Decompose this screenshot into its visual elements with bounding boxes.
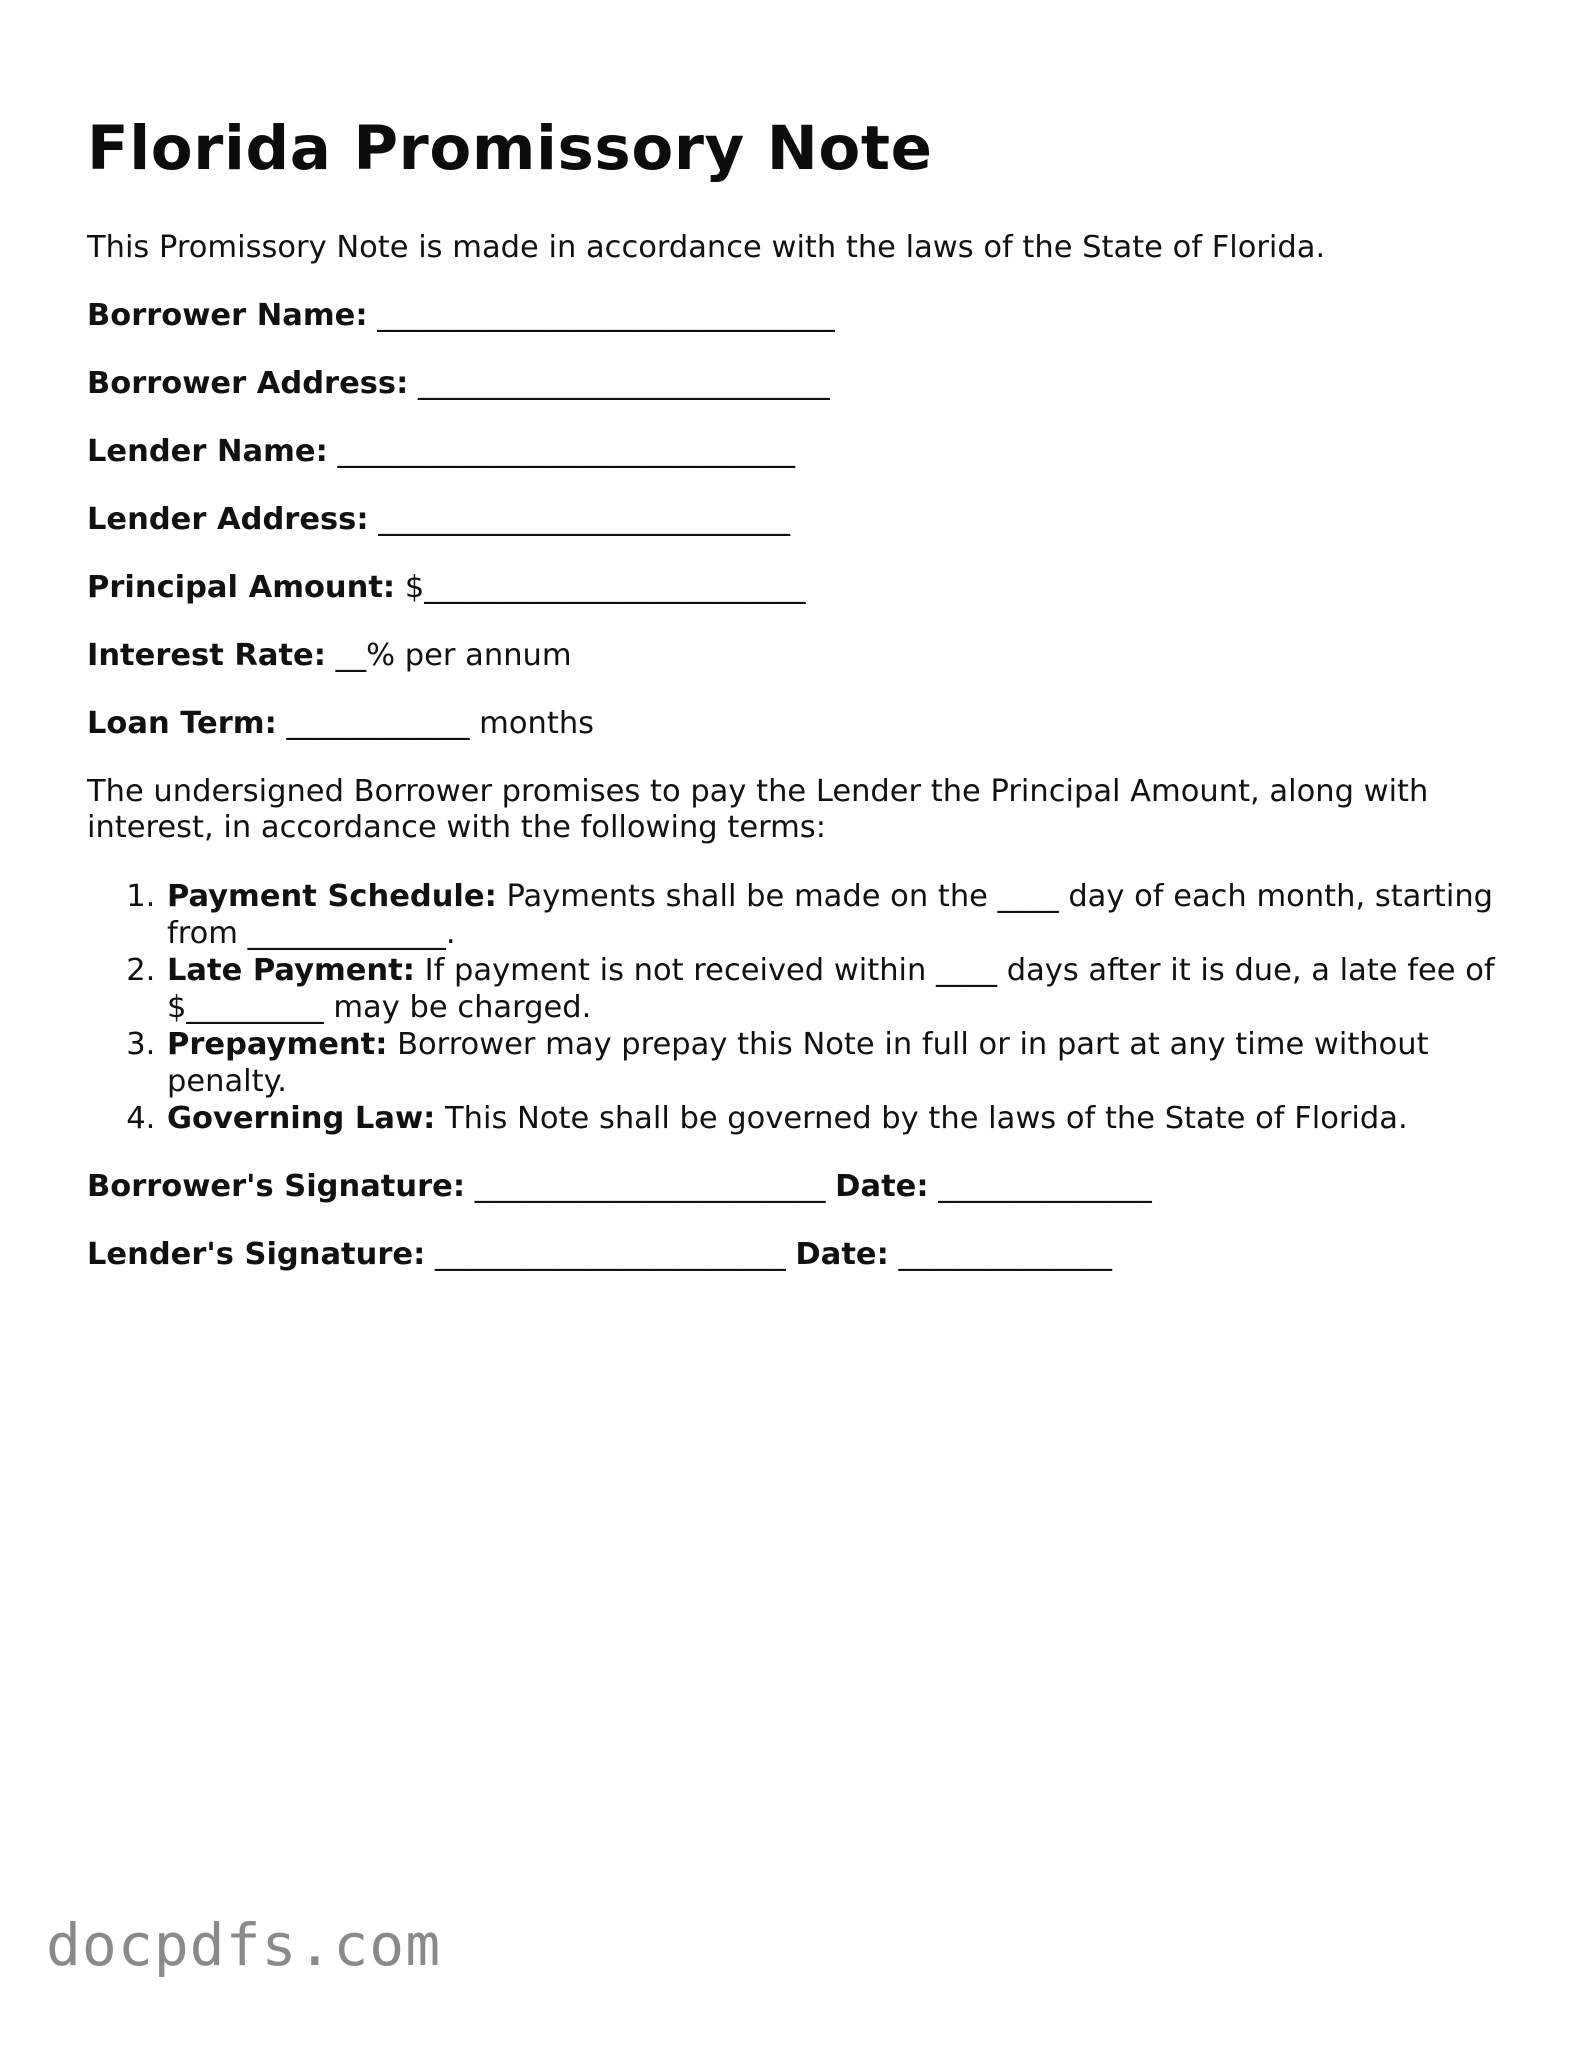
term-label: Payment Schedule: bbox=[167, 879, 497, 914]
term-label: Governing Law: bbox=[167, 1101, 436, 1136]
intro-paragraph: This Promissory Note is made in accordance with the laws of the State of Florida. bbox=[87, 230, 1326, 265]
terms-list bbox=[87, 878, 1507, 1137]
term-label: Prepayment: bbox=[167, 1027, 388, 1062]
field-label: Borrower Address: bbox=[87, 366, 409, 401]
field-label: Interest Rate: bbox=[87, 638, 326, 673]
principal-amount-field bbox=[87, 570, 1507, 606]
field-blank: ____________ months bbox=[276, 706, 595, 741]
signature-label: Lender's Signature: bbox=[87, 1237, 426, 1272]
date-label: Date: bbox=[795, 1237, 889, 1272]
signature-label: Borrower's Signature: bbox=[87, 1169, 466, 1204]
field-label: Loan Term: bbox=[87, 706, 277, 741]
lender-address-field bbox=[87, 502, 1507, 538]
term-payment-schedule bbox=[165, 878, 1507, 952]
field-label: Lender Name: bbox=[87, 434, 328, 469]
field-label: Principal Amount: bbox=[87, 570, 396, 605]
lender-name-field bbox=[87, 434, 1507, 470]
field-label: Lender Address: bbox=[87, 502, 369, 537]
borrower-address-field bbox=[87, 366, 1507, 402]
term-text: Payments shall be made on the ____ day of each month, starting from _____________. bbox=[167, 879, 1494, 951]
term-late-payment bbox=[165, 952, 1507, 1026]
term-label: Late Payment: bbox=[167, 953, 415, 988]
term-text: If payment is not received within ____ days after it is due, a late fee of $_________ may be charged. bbox=[167, 953, 1495, 1025]
borrower-name-field bbox=[87, 298, 1507, 334]
interest-rate-field bbox=[87, 638, 1507, 674]
borrower-signature-line bbox=[87, 1169, 1507, 1205]
field-blank: ___________________________ bbox=[408, 366, 830, 401]
terms-intro-paragraph: The undersigned Borrower promises to pay the Lender the Principal Amount, along with interest, in accordance with the following terms: bbox=[87, 774, 1429, 845]
signature-blank: _______________________ bbox=[425, 1237, 796, 1272]
term-text: This Note shall be governed by the laws of the State of Florida. bbox=[435, 1101, 1408, 1136]
term-governing-law bbox=[165, 1100, 1507, 1137]
field-blank: $_________________________ bbox=[395, 570, 806, 605]
field-blank: ______________________________ bbox=[367, 298, 835, 333]
term-prepayment bbox=[165, 1026, 1507, 1100]
field-label: Borrower Name: bbox=[87, 298, 368, 333]
signature-blank: _______________________ bbox=[465, 1169, 836, 1204]
document-title: Florida Promissory Note bbox=[87, 113, 933, 184]
field-blank: __% per annum bbox=[325, 638, 572, 673]
lender-signature-line bbox=[87, 1237, 1507, 1273]
watermark-text: docpdfs.com bbox=[46, 1911, 442, 1979]
loan-term-field bbox=[87, 706, 1507, 742]
field-blank: ______________________________ bbox=[327, 434, 795, 469]
date-label: Date: bbox=[835, 1169, 929, 1204]
date-blank: ______________ bbox=[888, 1237, 1112, 1272]
field-blank: ___________________________ bbox=[368, 502, 790, 537]
term-text: Borrower may prepay this Note in full or in part at any time without penalty. bbox=[167, 1027, 1429, 1099]
document-page bbox=[87, 104, 1507, 1273]
date-blank: ______________ bbox=[928, 1169, 1152, 1204]
